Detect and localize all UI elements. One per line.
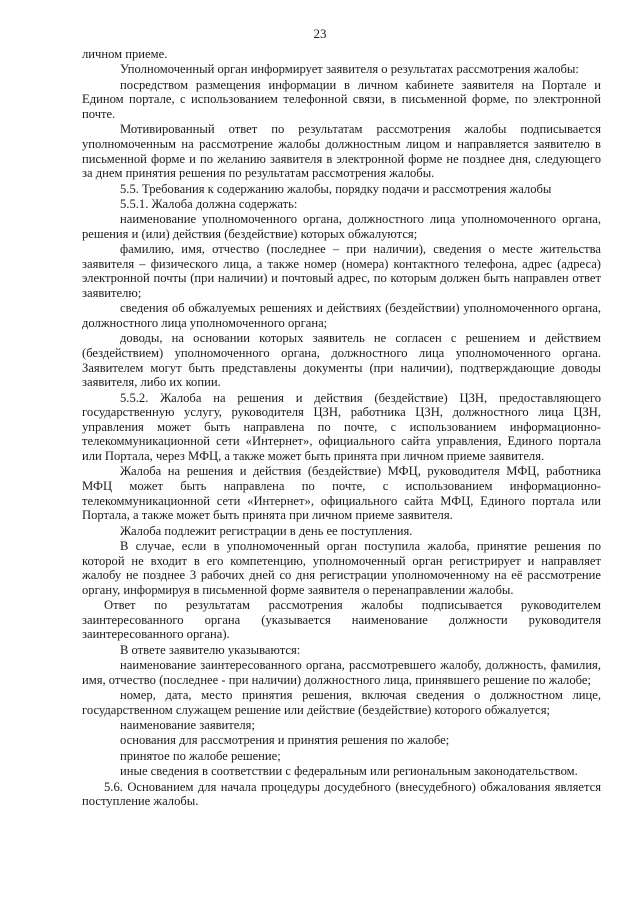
paragraph: личном приеме. (82, 47, 168, 61)
document-body (82, 47, 601, 810)
paragraph: наименование заявителя; (120, 718, 255, 733)
paragraph: В случае, если в уполномоченный орган поступила жалоба, принятие решения по которой не входит в его компетенцию, уполномоченный орган регистрирует и направляет жалобу не позднее 3 рабочих дней со дня регистрации уполномоченному на её рассмотрение органу, информируя в письменной форме заявителя о перенаправлении жалобы. (82, 538, 601, 597)
paragraph: сведения об обжалуемых решениях и действиях (бездействии) уполномоченного органа, должностного лица уполномоченного органа; (82, 301, 601, 331)
page-number: 23 (313, 26, 327, 41)
paragraph: Жалоба подлежит регистрации в день ее поступления. (120, 523, 413, 538)
paragraph: наименование уполномоченного органа, должностного лица уполномоченного органа, решения и (или) действия (бездействие) которых обжалуются; (82, 212, 601, 241)
paragraph: принятое по жалобе решение; (120, 748, 281, 763)
paragraph: Мотивированный ответ по результатам рассмотрения жалобы подписывается уполномоченным на рассмотрение жалобы должностным лицом и направляется заявителю в письменной форме и по желанию заявителя в электронной форме не позднее дня, следующего за днем принятия решения по результатам рассмотрения жалобы. (82, 122, 601, 181)
paragraph: иные сведения в соответствии с федеральным или региональным законодательством. (120, 764, 578, 779)
paragraph: 5.5.2. Жалоба на решения и действия (бездействие) ЦЗН, предоставляющего государственную услугу, руководителя ЦЗН, работника ЦЗН, должностного лица ЦЗН, управления может быть направлена по почте, с использованием информационно-телекоммуникационной сети «Интернет», официального сайта управления, Единого портала или Портала, через МФЦ, а также может быть принята при личном приеме заявителя. (82, 390, 601, 463)
paragraph: В ответе заявителю указываются: (120, 642, 301, 657)
paragraph: фамилию, имя, отчество (последнее – при наличии), сведения о месте жительства заявителя – физического лица, а также номер (номера) контактного телефона, адрес (адреса) электронной почты (при наличии) и почтовый адрес, по которым должен быть направлен ответ заявителю; (82, 242, 601, 301)
paragraph: Ответ по результатам рассмотрения жалобы подписывается руководителем заинтересованного органа (указывается наименование должности руководителя заинтересованного органа). (82, 598, 601, 642)
paragraph: доводы, на основании которых заявитель не согласен с решением и действием (бездействием) уполномоченного органа, должностного лица уполномоченного органа. Заявителем могут быть представлены документы (при наличии), подтверждающие доводы заявителя, либо их копии. (82, 331, 601, 390)
paragraph: 5.5. Требования к содержанию жалобы, порядку подачи и рассмотрения жалобы (120, 181, 552, 196)
paragraph: номер, дата, место принятия решения, включая сведения о должностном лице, государственном служащем решение или действие (бездействие) которого обжалуется; (82, 688, 601, 717)
paragraph: Жалоба на решения и действия (бездействие) МФЦ, руководителя МФЦ, работника МФЦ может быть направлена по почте, с использованием информационно-телекоммуникационной сети «Интернет», официального сайта МФЦ, Единого портала или Портала, а также может быть принята при личном приеме заявителя. (82, 464, 601, 523)
paragraph: 5.5.1. Жалоба должна содержать: (120, 196, 298, 211)
paragraph: наименование заинтересованного органа, рассмотревшего жалобу, должность, фамилия, имя, отчество (последнее - при наличии) должностного лица, принявшего решение по жалобе; (82, 658, 601, 687)
paragraph: 5.6. Основанием для начала процедуры досудебного (внесудебного) обжалования является поступление жалобы. (82, 779, 601, 809)
paragraph: Уполномоченный орган информирует заявителя о результатах рассмотрения жалобы: (120, 62, 579, 77)
paragraph: основания для рассмотрения и принятия решения по жалобе; (120, 733, 450, 748)
paragraph: посредством размещения информации в личном кабинете заявителя на Портале и Едином портале, с использованием телефонной связи, в письменной форме, по электронной почте. (82, 77, 601, 121)
